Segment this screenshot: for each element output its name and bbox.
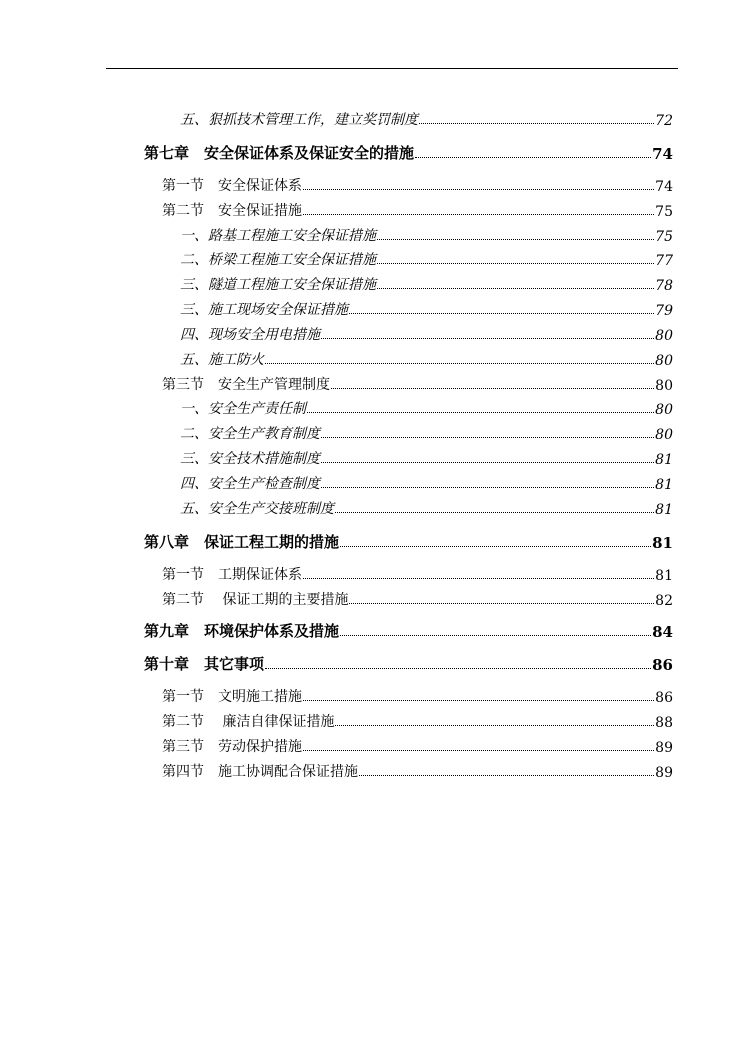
toc-entry-label: 二、安全生产教育制度 — [180, 426, 320, 442]
toc-entry[interactable] — [180, 498, 673, 518]
toc-entry-page: 77 — [655, 253, 673, 269]
toc-entry-label: 第三节 劳动保护措施 — [162, 739, 302, 755]
toc-entry-label: 第二节 保证工期的主要措施 — [162, 592, 349, 608]
toc-entry-page: 81 — [655, 568, 673, 584]
toc-entry-page: 84 — [652, 623, 673, 641]
toc-leader-dots — [340, 635, 651, 636]
toc-entry-label: 五、狠抓技术管理工作，建立奖罚制度 — [180, 112, 418, 128]
toc-entry-label: 一、路基工程施工安全保证措施 — [180, 228, 376, 244]
toc-entry[interactable] — [180, 225, 673, 245]
toc-entry-page: 86 — [652, 656, 673, 674]
toc-leader-dots — [359, 775, 654, 776]
toc-entry-label: 一、安全生产责任制 — [180, 401, 306, 417]
toc-section[interactable] — [162, 589, 673, 609]
toc-entry-label: 三、施工现场安全保证措施 — [180, 302, 348, 318]
toc-entry[interactable] — [180, 473, 673, 493]
toc-entry-label: 四、现场安全用电措施 — [180, 327, 320, 343]
toc-entry-label: 三、隧道工程施工安全保证措施 — [180, 277, 376, 293]
toc-entry[interactable] — [180, 398, 673, 418]
toc-entry-label: 二、桥梁工程施工安全保证措施 — [180, 252, 376, 268]
toc-entry-page: 79 — [655, 303, 673, 319]
toc-leader-dots — [303, 700, 654, 701]
toc-entry[interactable] — [180, 448, 673, 468]
toc-entry-page: 80 — [655, 353, 673, 369]
toc-chapter[interactable] — [144, 532, 673, 552]
toc-entry-page: 89 — [655, 740, 673, 756]
toc-entry-label: 第二节 廉洁自律保证措施 — [162, 714, 335, 730]
toc-entry-page: 82 — [655, 593, 673, 609]
toc-entry-page: 80 — [655, 402, 673, 418]
toc-leader-dots — [303, 189, 654, 190]
toc-entry-label: 四、安全生产检查制度 — [180, 476, 320, 492]
toc-entry-page: 75 — [655, 229, 673, 245]
toc-entry-label: 第四节 施工协调配合保证措施 — [162, 764, 358, 780]
toc-entry-label: 第一节 工期保证体系 — [162, 567, 302, 583]
toc-leader-dots — [321, 338, 654, 339]
toc-leader-dots — [377, 239, 654, 240]
toc-leader-dots — [303, 214, 654, 215]
toc-entry-label: 第八章 保证工程工期的措施 — [144, 533, 340, 551]
toc-entry-page: 78 — [655, 278, 673, 294]
toc-section[interactable] — [162, 761, 673, 781]
toc-entry-page: 86 — [655, 690, 673, 706]
toc-leader-dots — [303, 750, 654, 751]
toc-entry-page: 80 — [655, 427, 673, 443]
toc-leader-dots — [349, 603, 654, 604]
toc-section[interactable] — [162, 686, 673, 706]
toc-entry-page: 74 — [655, 179, 673, 195]
toc-entry-label: 第三节 安全生产管理制度 — [162, 377, 330, 393]
toc-leader-dots — [321, 487, 654, 488]
toc-entry-page: 80 — [655, 378, 673, 394]
header-rule — [106, 68, 678, 69]
toc-entry[interactable] — [180, 299, 673, 319]
toc-entry[interactable] — [180, 324, 673, 344]
toc-entry-page: 81 — [655, 477, 673, 493]
toc-entry[interactable] — [180, 109, 673, 129]
toc-entry[interactable] — [180, 349, 673, 369]
toc-leader-dots — [265, 668, 651, 669]
toc-section[interactable] — [162, 200, 673, 220]
toc-leader-dots — [349, 313, 654, 314]
toc-section[interactable] — [162, 736, 673, 756]
toc-entry[interactable] — [180, 423, 673, 443]
toc-leader-dots — [377, 288, 654, 289]
toc-leader-dots — [321, 437, 654, 438]
toc-leader-dots — [321, 462, 654, 463]
toc-entry-label: 第一节 文明施工措施 — [162, 689, 302, 705]
toc-entry-label: 五、施工防火 — [180, 352, 264, 368]
toc-entry-page: 81 — [655, 452, 673, 468]
toc-leader-dots — [335, 725, 654, 726]
toc-entry-page: 72 — [655, 113, 673, 129]
toc-entry-page: 89 — [655, 765, 673, 781]
toc-leader-dots — [419, 123, 654, 124]
toc-leader-dots — [303, 578, 654, 579]
toc-chapter[interactable] — [144, 654, 673, 674]
toc-leader-dots — [377, 263, 654, 264]
toc-entry-label: 第七章 安全保证体系及保证安全的措施 — [144, 144, 415, 162]
toc-section[interactable] — [162, 175, 673, 195]
toc-entry-page: 81 — [652, 534, 673, 552]
toc-entry-label: 第二节 安全保证措施 — [162, 203, 302, 219]
toc-leader-dots — [265, 363, 654, 364]
toc-entry-label: 第九章 环境保护体系及措施 — [144, 622, 340, 640]
toc-section[interactable] — [162, 711, 673, 731]
toc-leader-dots — [340, 546, 651, 547]
toc-leader-dots — [415, 157, 651, 158]
toc-section[interactable] — [162, 564, 673, 584]
toc-entry-label: 第十章 其它事项 — [144, 655, 265, 673]
toc-entry-page: 74 — [652, 145, 673, 163]
toc-entry-page: 75 — [655, 204, 673, 220]
toc-entry-label: 第一节 安全保证体系 — [162, 178, 302, 194]
toc-leader-dots — [331, 388, 654, 389]
toc-entry-page: 80 — [655, 328, 673, 344]
toc-entry-page: 81 — [655, 502, 673, 518]
toc-entry[interactable] — [180, 274, 673, 294]
toc-leader-dots — [307, 412, 654, 413]
toc-entry-page: 88 — [655, 715, 673, 731]
toc-chapter[interactable] — [144, 143, 673, 163]
toc-entry[interactable] — [180, 249, 673, 269]
toc-section[interactable] — [162, 374, 673, 394]
toc-chapter[interactable] — [144, 621, 673, 641]
toc-entry-label: 五、安全生产交接班制度 — [180, 501, 334, 517]
toc-entry-label: 三、安全技术措施制度 — [180, 451, 320, 467]
toc-leader-dots — [335, 512, 654, 513]
